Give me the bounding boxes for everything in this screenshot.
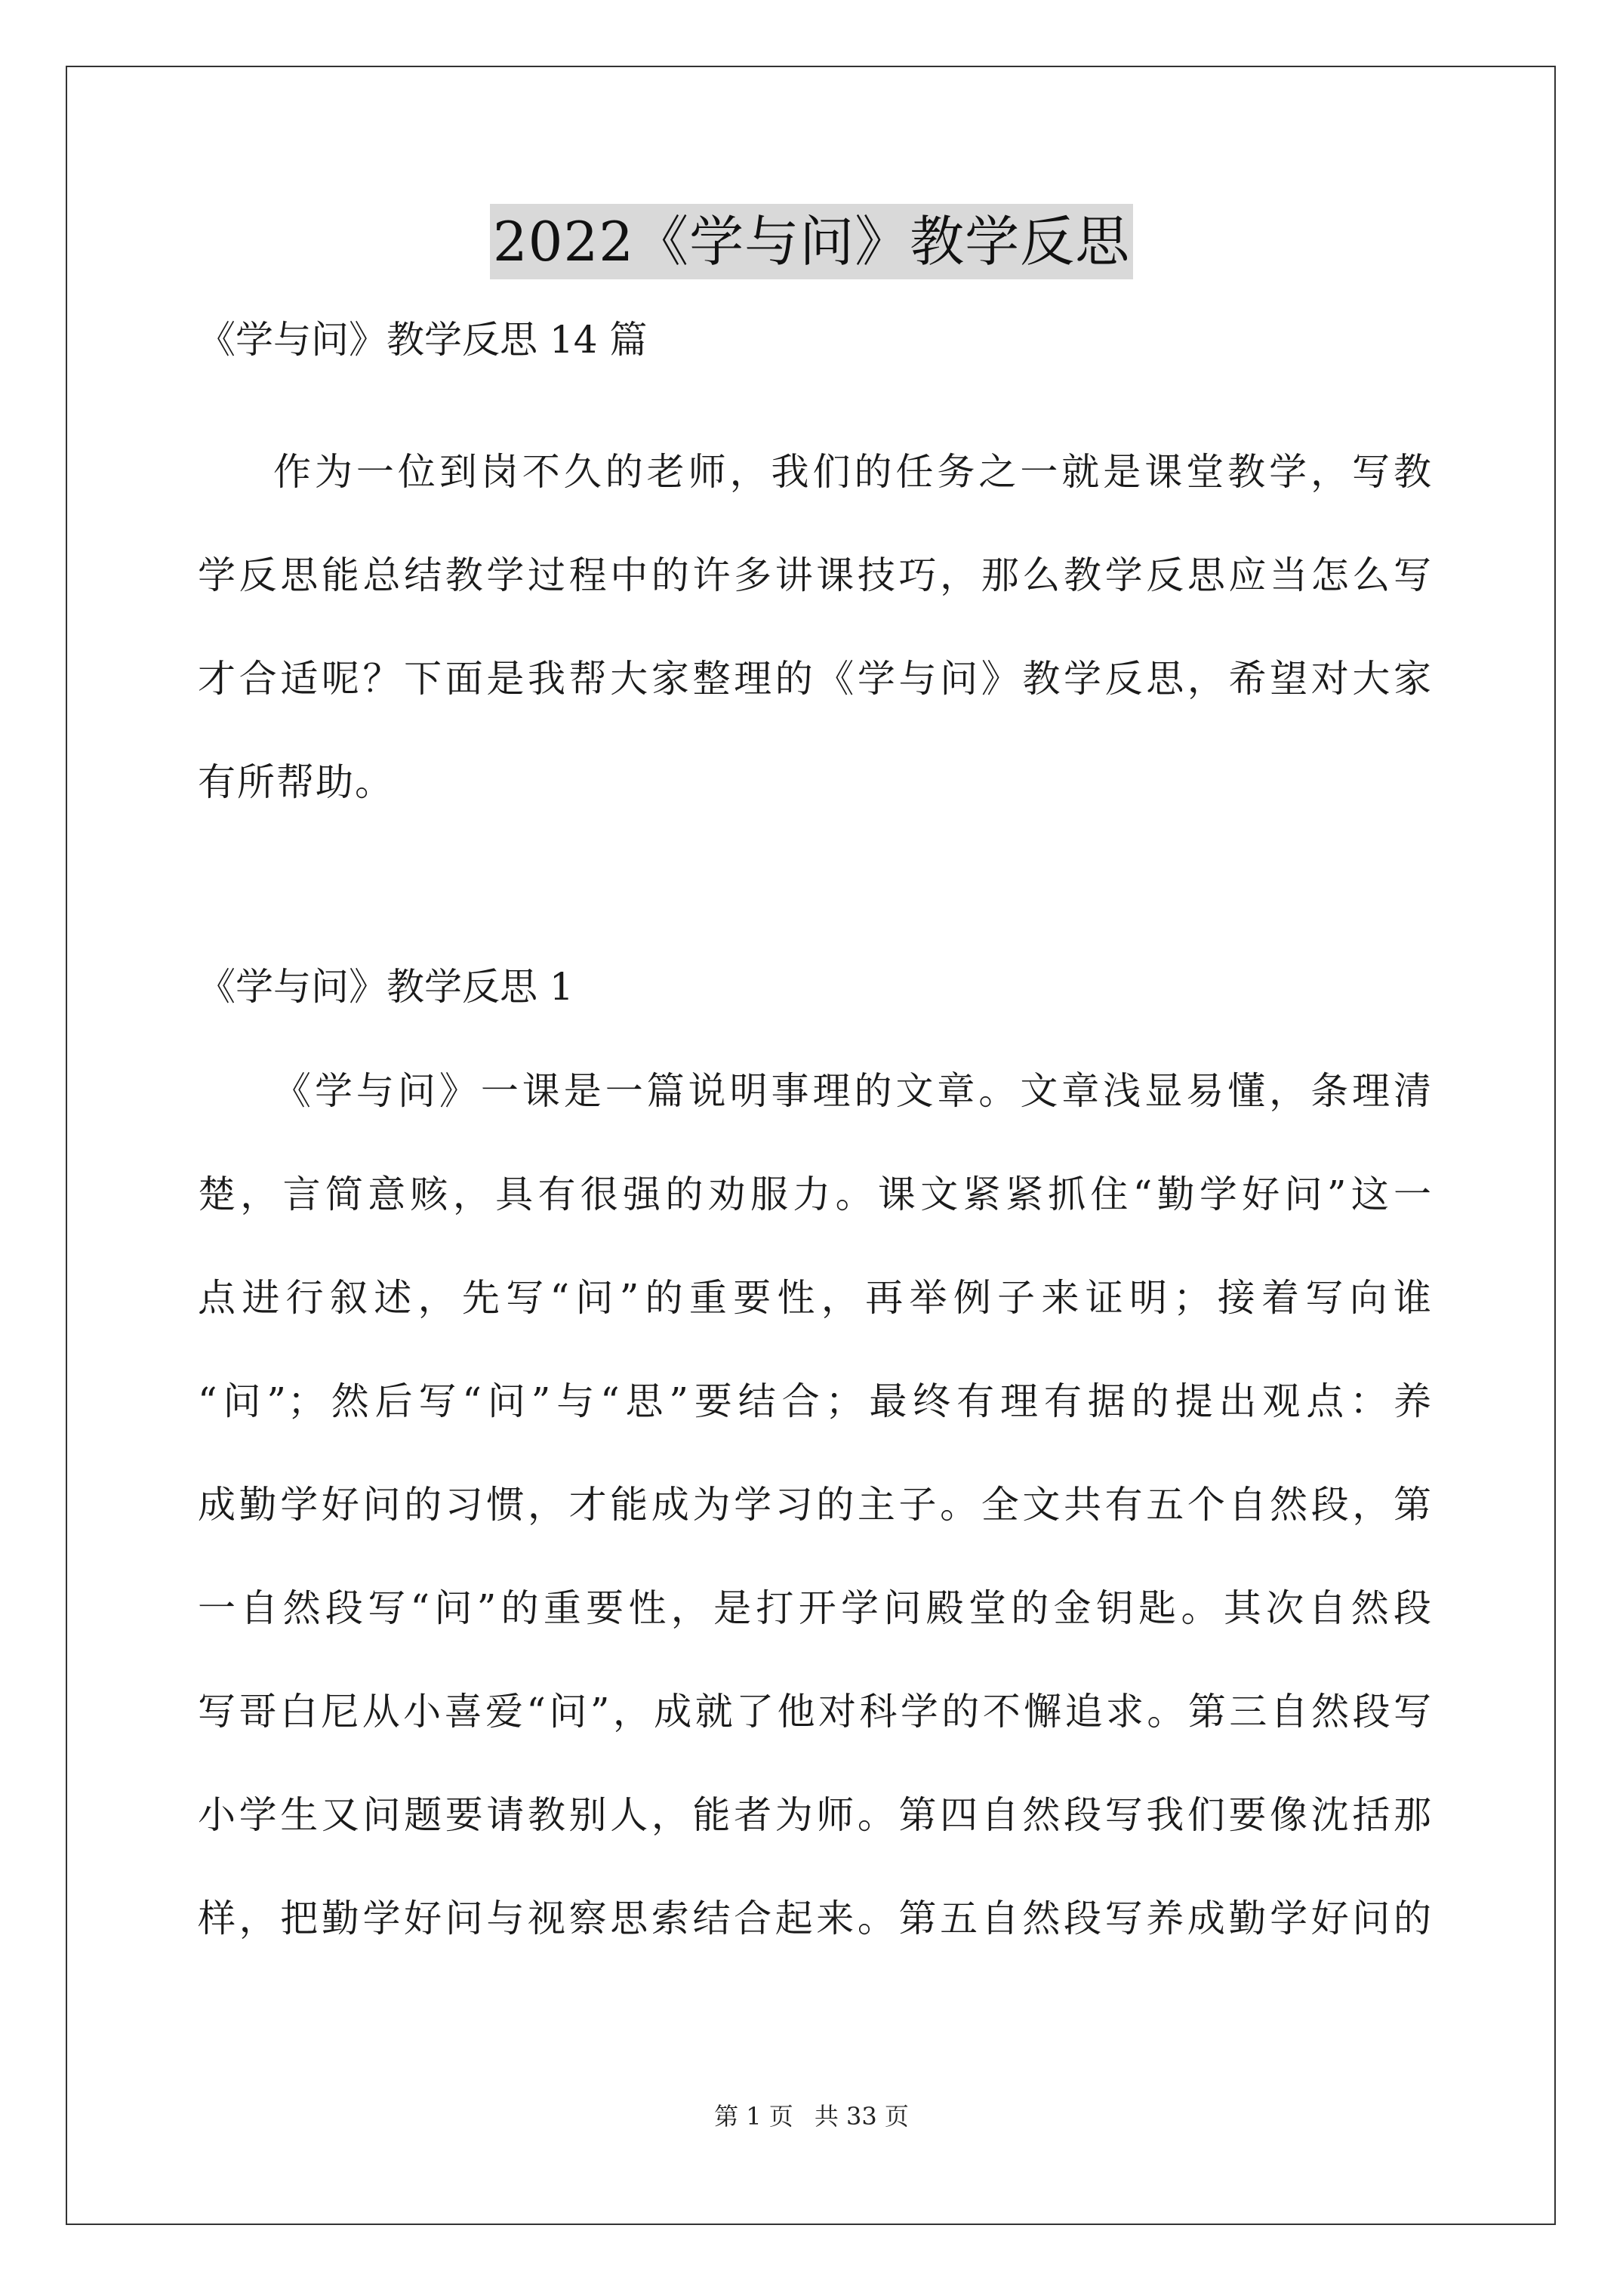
page-total: 共 33 页 <box>814 2102 909 2131</box>
body-line: 写哥白尼从小喜爱“问”，成就了他对科学的不懈追求。第三自然段写 <box>198 1690 1433 1734</box>
document-subtitle: 《学与问》教学反思 14 篇 <box>198 318 648 362</box>
body-line: 小学生又问题要请教别人，能者为师。第四自然段写我们要像沈括那 <box>198 1793 1433 1837</box>
page-footer <box>0 2097 1623 2135</box>
body-line: 成勤学好问的习惯，才能成为学习的主子。全文共有五个自然段，第 <box>198 1483 1433 1527</box>
section-heading: 《学与问》教学反思 1 <box>198 965 574 1009</box>
intro-line: 作为一位到岗不久的老师，我们的任务之一就是课堂教学，写教 <box>273 450 1433 494</box>
body-line: 一自然段写“问”的重要性，是打开学问殿堂的金钥匙。其次自然段 <box>198 1586 1433 1630</box>
body-line: 《学与问》一课是一篇说明事理的文章。文章浅显易懂，条理清 <box>273 1069 1433 1113</box>
intro-line: 有所帮助。 <box>198 760 394 804</box>
body-line: 样，把勤学好问与视察思索结合起来。第五自然段写养成勤学好问的 <box>198 1897 1433 1940</box>
intro-line: 学反思能总结教学过程中的许多讲课技巧，那么教学反思应当怎么写 <box>198 553 1433 597</box>
page-number: 第 1 页 <box>714 2102 793 2131</box>
document-title: 2022《学与问》教学反思 <box>490 204 1133 279</box>
body-line: “问”；然后写“问”与“思”要结合；最终有理有据的提出观点：养 <box>198 1379 1433 1423</box>
body-line: 楚，言简意赅，具有很强的劝服力。课文紧紧抓住“勤学好问”这一 <box>198 1173 1433 1216</box>
body-line: 点进行叙述，先写“问”的重要性，再举例子来证明；接着写向谁 <box>198 1276 1433 1320</box>
title-container <box>0 204 1623 279</box>
intro-line: 才合适呢？下面是我帮大家整理的《学与问》教学反思，希望对大家 <box>198 657 1433 701</box>
